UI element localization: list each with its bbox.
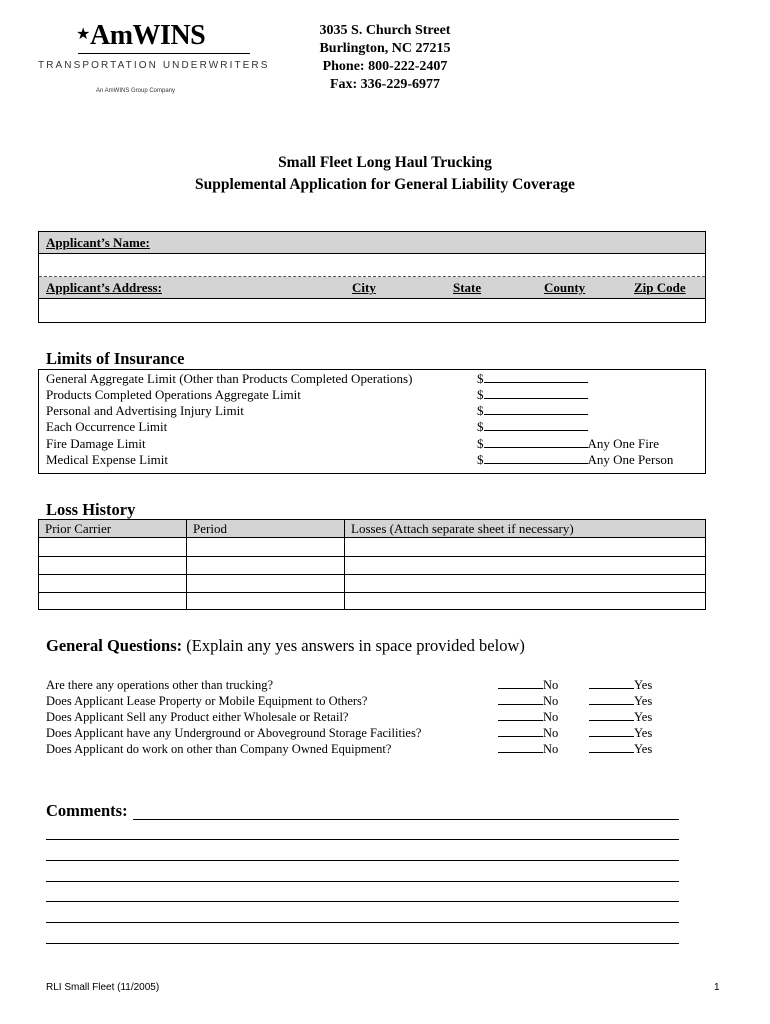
form-title: Small Fleet Long Haul Trucking [278, 154, 492, 171]
period-header: Period [193, 521, 227, 536]
no-label: No [543, 710, 559, 724]
yes-blank[interactable] [589, 742, 634, 753]
limit-suffix: Any One Person [587, 452, 674, 467]
yes-label: Yes [634, 710, 653, 724]
answer-yes[interactable] [589, 678, 652, 693]
limit-label: Each Occurrence Limit [46, 419, 168, 434]
no-blank[interactable] [498, 726, 543, 737]
amount-blank[interactable] [484, 371, 588, 383]
city-label: City [352, 280, 376, 295]
amount-blank[interactable] [484, 436, 588, 448]
amount-blank[interactable] [484, 452, 588, 464]
yes-label: Yes [634, 726, 653, 740]
amount-blank[interactable] [484, 387, 588, 399]
answer-yes[interactable] [589, 710, 652, 725]
limit-label: General Aggregate Limit (Other than Products Completed Operations) [46, 371, 413, 386]
answer-no[interactable] [498, 742, 558, 757]
yes-blank[interactable] [589, 726, 634, 737]
comments-heading: Comments: [46, 801, 128, 820]
limits-box [38, 369, 706, 474]
limit-suffix: Any One Fire [587, 436, 659, 451]
answer-no[interactable] [498, 678, 558, 693]
applicant-name-header [39, 232, 705, 254]
no-label: No [543, 678, 559, 692]
no-blank[interactable] [498, 710, 543, 721]
zip-code-label: Zip Code [634, 280, 686, 295]
comment-line[interactable] [46, 839, 679, 840]
limit-label: Medical Expense Limit [46, 452, 169, 467]
answer-yes[interactable] [589, 694, 652, 709]
amount-blank[interactable] [484, 419, 588, 431]
question-text: Does Applicant do work on other than Company Owned Equipment? [46, 742, 392, 756]
company-logo [38, 18, 268, 98]
company-address [300, 22, 470, 94]
no-label: No [543, 726, 559, 740]
answer-no[interactable] [498, 726, 558, 741]
loss-table-header [39, 520, 705, 538]
limit-amount-field[interactable] [477, 403, 588, 419]
form-subtitle: Supplemental Application for General Liability Coverage [195, 176, 575, 193]
loss-table-body[interactable] [39, 538, 705, 610]
applicant-address-label: Applicant’s Address: [46, 280, 162, 295]
yes-blank[interactable] [589, 694, 634, 705]
no-blank[interactable] [498, 742, 543, 753]
no-blank[interactable] [498, 678, 543, 689]
limit-label: Fire Damage Limit [46, 436, 146, 451]
state-label: State [453, 280, 482, 295]
losses-header: Losses (Attach separate sheet if necessary) [351, 521, 574, 536]
dollar-sign: $ [477, 452, 484, 467]
county-label: County [544, 280, 586, 295]
general-questions-title: General Questions: [46, 636, 183, 655]
form-identifier: RLI Small Fleet (11/2005) [46, 982, 160, 993]
question-text: Does Applicant Sell any Product either Wholesale or Retail? [46, 710, 349, 724]
applicant-address-header [39, 277, 705, 299]
prior-carrier-header: Prior Carrier [45, 521, 112, 536]
answer-no[interactable] [498, 710, 558, 725]
no-label: No [543, 694, 559, 708]
comment-line[interactable] [46, 922, 679, 923]
applicant-name-field[interactable] [39, 254, 705, 277]
limit-label: Personal and Advertising Injury Limit [46, 403, 244, 418]
question-text: Does Applicant Lease Property or Mobile Equipment to Others? [46, 694, 368, 708]
dollar-sign: $ [477, 387, 484, 402]
no-label: No [543, 742, 559, 756]
dollar-sign: $ [477, 403, 484, 418]
yes-label: Yes [634, 694, 653, 708]
answer-yes[interactable] [589, 742, 652, 757]
comment-line[interactable] [133, 819, 679, 820]
yes-label: Yes [634, 742, 653, 756]
comment-line[interactable] [46, 943, 679, 944]
star-icon: ★ [76, 26, 91, 43]
loss-history-table [38, 519, 706, 610]
yes-blank[interactable] [589, 678, 634, 689]
limit-label: Products Completed Operations Aggregate Limit [46, 387, 301, 402]
answer-yes[interactable] [589, 726, 652, 741]
address-city: Burlington, NC 27215 [319, 41, 451, 56]
yes-label: Yes [634, 678, 653, 692]
logo-tagline: TRANSPORTATION UNDERWRITERS [38, 60, 270, 71]
limits-heading: Limits of Insurance [46, 349, 185, 368]
applicant-info-box [38, 231, 706, 323]
limit-amount-field[interactable] [477, 452, 673, 468]
comment-line[interactable] [46, 881, 679, 882]
loss-history-heading: Loss History [46, 500, 136, 519]
limit-amount-field[interactable] [477, 436, 659, 452]
amount-blank[interactable] [484, 403, 588, 415]
logo-wordmark: AmWINS [90, 20, 206, 51]
general-questions-heading [46, 636, 525, 656]
address-fax: Fax: 336-229-6977 [329, 77, 441, 92]
dollar-sign: $ [477, 436, 484, 451]
limit-amount-field[interactable] [477, 387, 588, 403]
no-blank[interactable] [498, 694, 543, 705]
dollar-sign: $ [477, 419, 484, 434]
comment-line[interactable] [46, 860, 679, 861]
comment-line[interactable] [46, 901, 679, 902]
limit-amount-field[interactable] [477, 419, 588, 435]
answer-no[interactable] [498, 694, 558, 709]
logo-rule [78, 53, 250, 54]
address-street: 3035 S. Church Street [319, 23, 451, 38]
yes-blank[interactable] [589, 710, 634, 721]
general-questions-note: (Explain any yes answers in space provided below) [186, 636, 525, 655]
limit-amount-field[interactable] [477, 371, 588, 387]
page-number: 1 [714, 982, 720, 993]
question-text: Does Applicant have any Underground or Aboveground Storage Facilities? [46, 726, 422, 740]
question-text: Are there any operations other than trucking? [46, 678, 273, 692]
dollar-sign: $ [477, 371, 484, 386]
logo-group-note: An AmWINS Group Company [96, 88, 176, 94]
address-phone: Phone: 800-222-2407 [322, 59, 448, 74]
applicant-name-label: Applicant’s Name: [46, 235, 150, 250]
applicant-address-field[interactable] [39, 299, 705, 322]
